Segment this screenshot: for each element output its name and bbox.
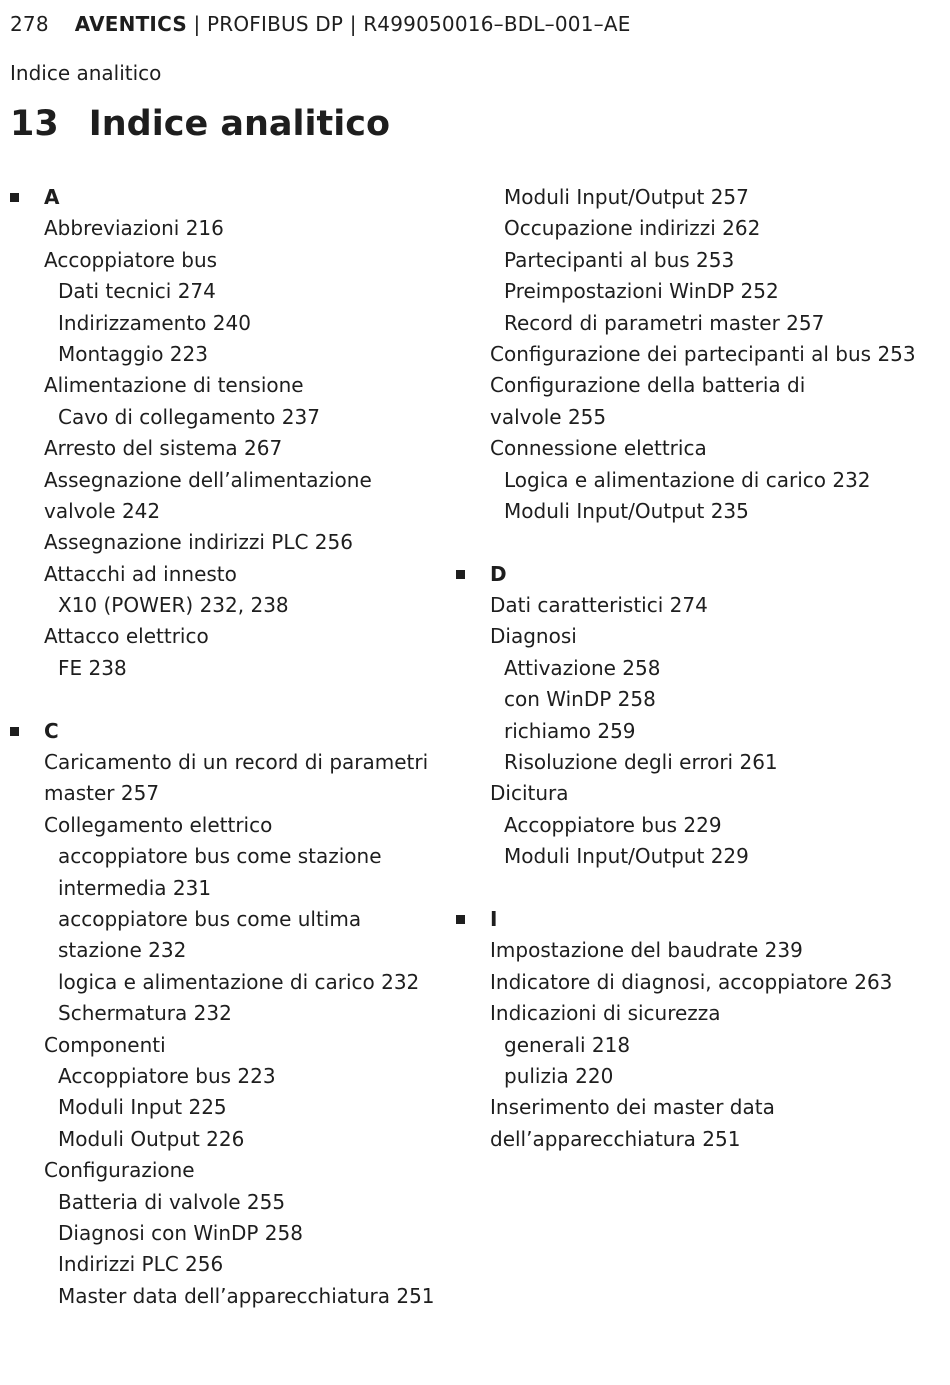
square-bullet-icon xyxy=(10,193,19,202)
index-subentry: Schermatura 232 xyxy=(58,1001,232,1026)
index-subentry: Indirizzi PLC 256 xyxy=(58,1252,224,1277)
index-subentry: Risoluzione degli errori 261 xyxy=(504,750,778,775)
index-group xyxy=(456,904,926,1155)
index-subentry: intermedia 231 xyxy=(58,875,212,900)
index-group xyxy=(456,559,926,873)
chapter-heading xyxy=(10,104,390,144)
brand-name: AVENTICS xyxy=(74,12,187,36)
index-entry: Configurazione dei partecipanti al bus 253 xyxy=(490,341,916,366)
index-subentry: Montaggio 223 xyxy=(58,341,208,366)
index-subentry: Cavo di collegamento 237 xyxy=(58,404,320,429)
index-column-right xyxy=(456,182,926,1155)
index-entry: Dicitura xyxy=(490,781,569,806)
index-subentry: con WinDP 258 xyxy=(504,687,656,712)
index-subentry: accoppiatore bus come ultima xyxy=(58,906,362,931)
chapter-number: 13 xyxy=(10,104,59,144)
index-entry: Diagnosi xyxy=(490,624,577,649)
index-subentry: accoppiatore bus come stazione xyxy=(58,844,382,869)
index-entry: Collegamento elettrico xyxy=(44,812,273,837)
square-bullet-icon xyxy=(456,915,465,924)
index-subentry: Moduli Input/Output 229 xyxy=(504,844,749,869)
index-entry: Assegnazione indirizzi PLC 256 xyxy=(44,530,353,555)
index-entry: Arresto del sistema 267 xyxy=(44,436,283,461)
index-entry: Indicatore di diagnosi, accoppiatore 263 xyxy=(490,969,893,994)
index-subentry: Attivazione 258 xyxy=(504,655,661,680)
index-letter: C xyxy=(44,718,59,743)
square-bullet-icon xyxy=(456,570,465,579)
index-entry: Inserimento dei master data xyxy=(490,1095,775,1120)
index-letter: I xyxy=(490,906,498,931)
index-entry: dell’apparecchiatura 251 xyxy=(490,1126,741,1151)
document-id: | PROFIBUS DP | R499050016–BDL–001–AE xyxy=(186,12,631,36)
index-subentry: X10 (POWER) 232, 238 xyxy=(58,593,289,618)
index-subentry: Moduli Output 226 xyxy=(58,1126,245,1151)
index-column-left xyxy=(10,182,450,1312)
index-subentry: Accoppiatore bus 223 xyxy=(58,1063,276,1088)
index-entry: valvole 242 xyxy=(44,498,161,523)
index-subentry: Master data dell’apparecchiatura 251 xyxy=(58,1283,435,1308)
index-letter: A xyxy=(44,185,60,209)
index-subentry: richiamo 259 xyxy=(504,718,636,743)
index-entry: Assegnazione dell’alimentazione xyxy=(44,467,372,492)
index-entry: Attacco elettrico xyxy=(44,624,209,649)
index-subentry: Moduli Input/Output 257 xyxy=(504,185,749,209)
index-letter-heading xyxy=(456,904,926,935)
index-letter-heading xyxy=(456,559,926,590)
index-entry: Abbreviazioni 216 xyxy=(44,216,224,241)
index-subentry: Moduli Input 225 xyxy=(58,1095,227,1120)
index-subentry: generali 218 xyxy=(504,1032,631,1057)
index-subentry: pulizia 220 xyxy=(504,1063,614,1088)
index-entry: Attacchi ad innesto xyxy=(44,561,237,586)
index-subentry: Partecipanti al bus 253 xyxy=(504,247,735,272)
index-entry: Impostazione del baudrate 239 xyxy=(490,938,803,963)
square-bullet-icon xyxy=(10,727,19,736)
index-entry: Caricamento di un record di parametri xyxy=(44,750,429,775)
index-subentry: Accoppiatore bus 229 xyxy=(504,812,722,837)
index-subentry: Batteria di valvole 255 xyxy=(58,1189,286,1214)
running-header xyxy=(10,12,631,36)
index-group xyxy=(10,182,450,684)
index-subentry: Logica e alimentazione di carico 232 xyxy=(504,467,871,492)
index-entry: Indicazioni di sicurezza xyxy=(490,1001,721,1026)
index-subentry: logica e alimentazione di carico 232 xyxy=(58,969,420,994)
index-group xyxy=(10,716,450,1312)
page-number: 278 xyxy=(10,12,49,36)
index-letter-heading xyxy=(10,716,450,747)
index-entry: Configurazione xyxy=(44,1158,195,1183)
index-entry: Dati caratteristici 274 xyxy=(490,593,708,618)
index-entry: Componenti xyxy=(44,1032,166,1057)
index-letter: D xyxy=(490,561,507,586)
index-group xyxy=(456,182,926,527)
index-entry: Configurazione della batteria di xyxy=(490,373,806,398)
index-subentry: Diagnosi con WinDP 258 xyxy=(58,1220,303,1245)
index-entry: master 257 xyxy=(44,781,160,806)
index-entry: valvole 255 xyxy=(490,404,607,429)
index-subentry: stazione 232 xyxy=(58,938,187,963)
index-entry: Alimentazione di tensione xyxy=(44,373,304,398)
index-subentry: Moduli Input/Output 235 xyxy=(504,498,749,523)
index-subentry: Preimpostazioni WinDP 252 xyxy=(504,279,779,304)
chapter-title: Indice analitico xyxy=(88,104,391,144)
index-entry: Accoppiatore bus xyxy=(44,247,218,272)
index-subentry: FE 238 xyxy=(58,655,127,680)
index-subentry: Indirizzamento 240 xyxy=(58,310,251,335)
index-letter-heading xyxy=(10,182,450,213)
index-entry: Connessione elettrica xyxy=(490,436,707,461)
index-subentry: Dati tecnici 274 xyxy=(58,279,216,304)
index-subentry: Record di parametri master 257 xyxy=(504,310,825,335)
index-subentry: Occupazione indirizzi 262 xyxy=(504,216,761,241)
section-label: Indice analitico xyxy=(10,61,162,85)
